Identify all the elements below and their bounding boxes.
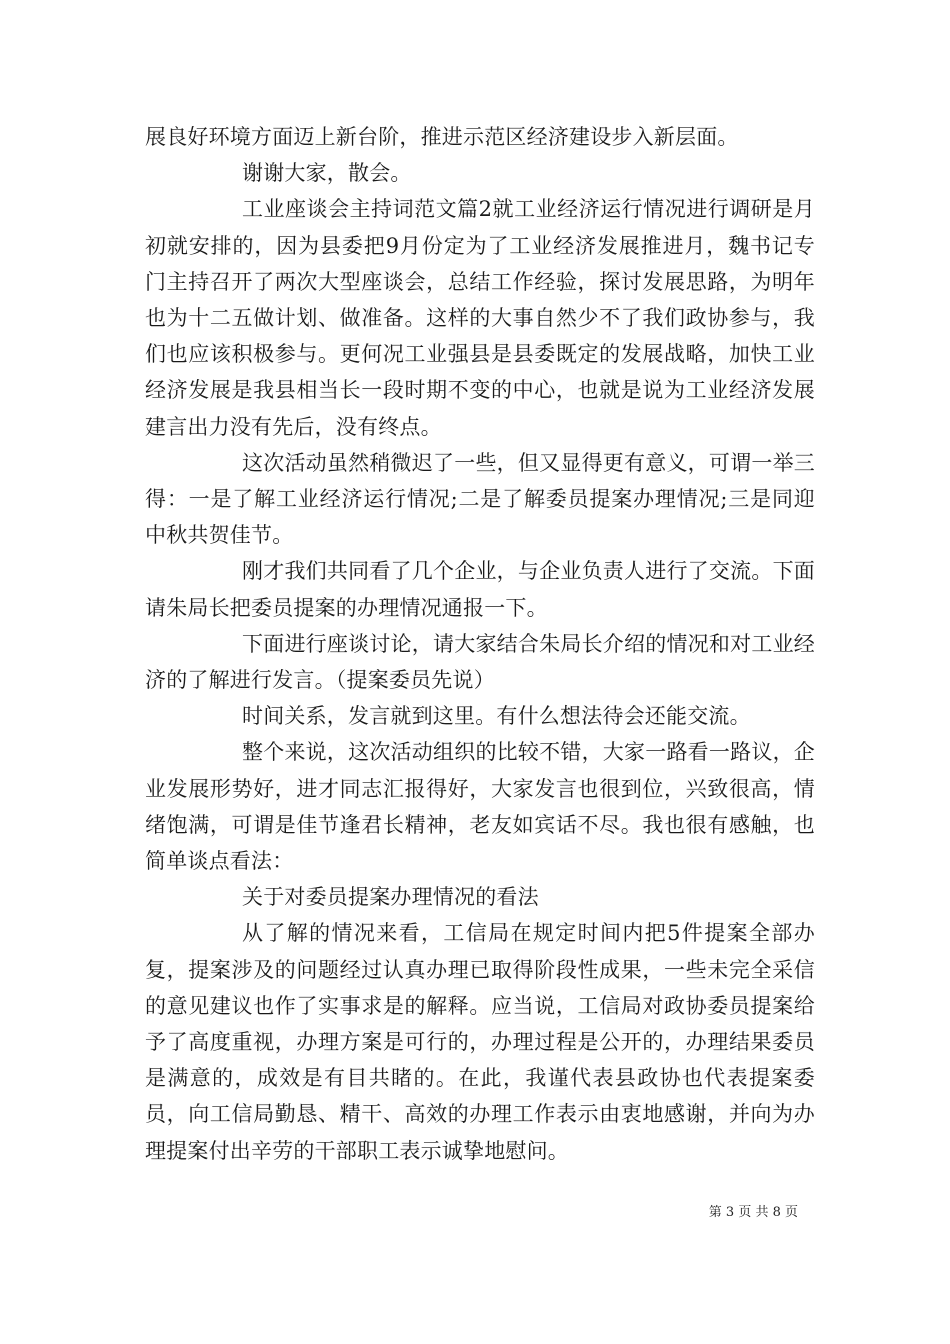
- paragraph-8: 整个来说，这次活动组织的比较不错，大家一路看一路议，企业发展形势好，进才同志汇报得好，大家发言也很到位，兴致很高，情绪饱满，可谓是佳节逢君长精神，老友如宾话不尽。我也很有感触，也简单谈点看法：: [145, 740, 815, 874]
- paragraph-2: 谢谢大家，散会。: [242, 161, 412, 186]
- paragraph-1: 展良好环境方面迈上新台阶，推进示范区经济建设步入新层面。: [145, 125, 739, 149]
- section-heading: 关于对委员提案办理情况的看法: [242, 885, 539, 910]
- paragraph-3: 工业座谈会主持词范文篇2就工业经济运行情况进行调研是月初就安排的，因为县委把9月份定为了工业经济发展推进月，魏书记专门主持召开了两次大型座谈会，总结工作经验，探讨发展思路，为明年也为十二五做计划、做准备。这样的大事自然少不了我们政协参与，我们也应该积极参与。更何况工业强县是县委既定的发展战略，加快工业经济发展是我县相当长一段时期不变的中心，也就是说为工业经济发展建言出力没有先后，没有终点。: [145, 197, 815, 439]
- document-body: [145, 119, 815, 1169]
- paragraph-4: 这次活动虽然稍微迟了一些，但又显得更有意义，可谓一举三得：一是了解工业经济运行情况;二是了解委员提案办理情况;三是同迎中秋共贺佳节。: [145, 450, 815, 548]
- paragraph-7: 时间关系，发言就到这里。有什么想法待会还能交流。: [242, 704, 751, 729]
- page-number-footer: 第 3 页 共 8 页: [708, 1205, 798, 1220]
- paragraph-6: 下面进行座谈讨论，请大家结合朱局长介绍的情况和对工业经济的了解进行发言。（提案委员先说）: [145, 631, 815, 693]
- paragraph-5: 刚才我们共同看了几个企业，与企业负责人进行了交流。下面请朱局长把委员提案的办理情况通报一下。: [145, 559, 815, 620]
- paragraph-10: 从了解的情况来看，工信局在规定时间内把5件提案全部办复，提案涉及的问题经过认真办理已取得阶段性成果，一些未完全采信的意见建议也作了实事求是的解释。应当说，工信局对政协委员提案给予了高度重视，办理方案是可行的，办理过程是公开的，办理结果委员是满意的，成效是有目共睹的。在此，我谨代表县政协也代表提案委员，向工信局勤恳、精干、高效的办理工作表示由衷地感谢，并向为办理提案付出辛劳的干部职工表示诚挚地慰问。: [145, 921, 815, 1163]
